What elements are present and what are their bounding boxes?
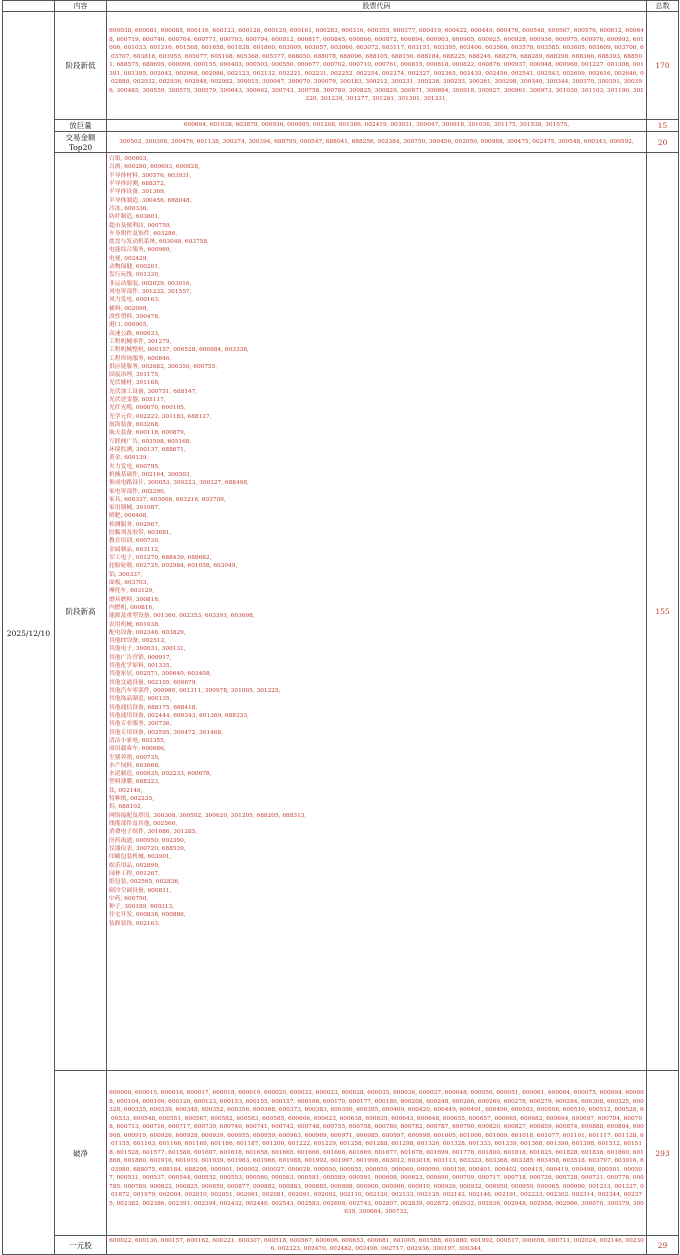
- industry-item: 冷冻, 600336,: [109, 205, 149, 212]
- row-label-pb-below-one: 破净: [55, 1071, 107, 1236]
- industry-item: 其他家居, 002571, 300640, 603408,: [109, 671, 212, 678]
- industry-item: 娱乐用品, 002899,: [109, 862, 160, 869]
- header-row: [3, 1, 679, 12]
- row-label-new-low: 阶段新低: [55, 12, 107, 120]
- total-volume-spike: 15: [647, 120, 679, 132]
- industry-item: 其他饰品制造, 600135,: [109, 696, 172, 703]
- industry-item: 清洁小家电, 603355,: [109, 737, 166, 744]
- industry-item: 其他专用设备, 002595, 300472, 301468,: [109, 729, 224, 736]
- industry-item: 半导体设备, 301369,: [109, 189, 166, 196]
- industry-item: 非运动服装, 002029, 003016,: [109, 280, 192, 287]
- row-one-yuan: [3, 1236, 679, 1255]
- row-label-one-yuan: 一元股: [55, 1236, 107, 1255]
- industry-item: 电视, 002429,: [109, 255, 149, 262]
- industry-item: 教育培训, 600730,: [109, 538, 160, 545]
- industry-item: 胶黏剂及胶带, 603681,: [109, 530, 172, 537]
- industry-item: 其他IT设备, 002512,: [109, 638, 167, 645]
- industry-item: 黄金, 600139,: [109, 455, 149, 462]
- industry-item: 光伏辅材, 301168,: [109, 380, 160, 387]
- industry-item: 生猪养殖, 000735,: [109, 754, 160, 761]
- row-label-turnover-top20: 交易金额Top20: [55, 132, 107, 153]
- industry-item: 集成电路设计, 300053, 300223, 300327, 688498,: [109, 480, 249, 487]
- date-cell: 2025/12/10: [3, 12, 55, 1255]
- industry-item: 光学元件, 002222, 301183, 688127,: [109, 413, 212, 420]
- industry-item: 环境监测, 300137, 688671,: [109, 446, 186, 453]
- row-label-new-high: 阶段新高: [55, 153, 107, 1071]
- industry-item: 家电零部件, 002290,: [109, 488, 166, 495]
- industry-item: 底盘与发动机系统, 603048, 603758,: [109, 239, 209, 246]
- industry-item: 动物保健, 600201,: [109, 264, 160, 271]
- industry-item: 特种纸, 002235,: [109, 796, 155, 803]
- total-pb-below-one: 293: [647, 1071, 679, 1236]
- header-codes: 股票代码: [107, 1, 647, 12]
- row-turnover-top20: [3, 132, 679, 153]
- industry-item: 医药流通, 000950, 002390,: [109, 837, 186, 844]
- industry-item: 农用机械, 601038,: [109, 621, 160, 628]
- industry-item: 消费电子组件, 301086, 301285,: [109, 829, 198, 836]
- industry-item: 白银, 000603,: [109, 156, 149, 162]
- industry-item: 其他化学原料, 001335,: [109, 663, 172, 670]
- industry-item: 电能综合服务, 600969,: [109, 247, 172, 254]
- industry-item: 供应链服务, 002682, 300350, 600755,: [109, 363, 218, 370]
- industry-item: 铝, 300337,: [109, 571, 143, 578]
- industry-item: 互联网广告, 603598, 605168,: [109, 438, 192, 445]
- industry-item: 网络接配及塔设, 300308, 300502, 300620, 301205, 688205, 688313,: [109, 812, 307, 819]
- industry-item: 检测服务, 002967,: [109, 521, 160, 528]
- industry-item: 钛, 002149,: [109, 787, 143, 794]
- industry-item: 其他电子, 300031, 300131,: [109, 646, 186, 653]
- codes-volume-spike: 600694, 601038, 603879, 000936, 000995, 001208, 001386, 002419, 003031, 300047, 300918, 301036, 301175, 301538, 301575,: [107, 120, 647, 132]
- industry-list: [109, 155, 644, 928]
- industry-item: 印刷包装机械, 603901,: [109, 854, 172, 861]
- total-one-yuan: 29: [647, 1236, 679, 1255]
- industry-item: 光纤光缆, 000070, 600105,: [109, 405, 186, 412]
- industry-item: 航海装备, 603268,: [109, 422, 160, 428]
- industry-item: 鲜肥, 000408,: [109, 513, 149, 520]
- row-label-volume-spike: 放巨量: [55, 120, 107, 132]
- industry-item: 工程机械零件, 301279,: [109, 338, 172, 345]
- industry-item: 住宅开发, 000838, 000886,: [109, 912, 186, 919]
- industry-item: 水产饲料, 603668,: [109, 762, 160, 769]
- row-new-low: [3, 12, 679, 120]
- header-total: 总数: [647, 1, 679, 12]
- industry-item: 园林工程, 001267,: [109, 870, 160, 877]
- industry-item: 风力发电, 600163,: [109, 297, 160, 304]
- industry-item: 白酒, 600280, 600693, 600828,: [109, 164, 200, 171]
- industry-item: 港口, 000905,: [109, 322, 149, 329]
- industry-item: 其他广告营销, 000917,: [109, 654, 172, 661]
- industry-item: 装修装饰, 002163,: [109, 920, 160, 927]
- industry-item: 机械基础件, 002164, 300503,: [109, 471, 192, 478]
- industry-item: 改性塑料, 300478,: [109, 313, 160, 320]
- industry-item: 其他通用设备, 002444, 600343, 601369, 688333,: [109, 712, 249, 719]
- codes-one-yuan: 600022, 600136, 600157, 600162, 600221, 600307, 600518, 600567, 600606, 600653, 600681, 601005, 601588, 601880, 601992, 000517, 000656, 000711, 002024, 002146, 002306, 002323, 002470, 002482, 002496, 002717, 002936, 300197, 300344,: [107, 1236, 647, 1255]
- codes-pb-below-one: 600000, 600015, 600016, 600017, 600018, 600019, 600020, 600022, 600023, 600028, 600035, 600036, 600037, 600048, 600050, 600051, 600061, 600064, 600075, 600094, 600098, 600104, 600109, 600120, 600123, 600153, 600155, 600157, 600168, 600170, 600177, 600180, 600208, 600248, 600266, 600269, 600278, 600279, 600284, 600308, 600325, 600328, 600335, 600339, 600348, 600352, 600356, 600368, 600373, 600383, 600390, 600395, 600409, 600420, 600449, 600491, 600496, 600502, 600508, 600510, 600512, 600528, 600533, 600548, 600551, 600567, 600582, 600583, 600585, 600606, 600623, 600638, 600639, 600643, 600648, 600655, 600657, 600665, 600682, 600694, 600697, 600704, 600708, 600713, 600716, 600717, 600739, 600740, 600741, 600742, 600748, 600755, 600758, 600780, 600782, 600787, 600790, 600820, 600827, 600859, 600874, 600888, 600894, 600908, 600919, 600926, 600928, 600939, 600955, 600959, 600963, 600969, 600971, 600985, 600997, 600998, 601005, 601006, 601009, 601018, 601077, 601101, 601117, 601128, 601155, 601163, 601166, 601169, 601186, 601187, 601200, 601222, 601229, 601258, 601288, 601298, 601326, 601328, 601333, 601339, 601368, 601390, 601398, 601512, 601518, 601528, 601577, 601588, 601607, 601618, 601658, 601665, 601666, 601668, 601669, 601677, 601678, 601699, 601778, 601800, 601818, 601825, 601828, 601838, 601860, 601868, 601880, 601916, 601919, 601939, 601963, 601966, 601988, 601992, 601997, 601998, 603012, 603018, 603113, 603323, 603368, 603385, 603458, 603518, 603797, 603916, 603980, 688075, 688184, 688298, 000001, 000002, 000027, 000028, 000050, 000055, 000059, 000069, 000090, 000156, 000401, 000402, 000415, 000419, 000498, 000501, 000507, 000531, 000537, 000544, 000552, 000553, 000560, 000563, 000581, 000589, 000591, 000608, 000623, 000690, 000709, 000717, 000718, 000726, 000728, 000731, 000778, 000785, 000789, 000822, 000825, 000850, 000877, 000882, 000883, 000885, 000898, 000900, 000906, 000910, 000926, 000932, 000950, 000959, 000965, 000990, 001213, 001227, 001872, 001979, 002004, 002010, 002051, 002061, 002081, 002091, 002092, 002110, 002120, 002133, 002135, 002142, 002146, 002191, 002233, 002302, 002314, 002344, 002375, 002382, 002386, 002391, 002394, 002432, 002440, 002543, 002583, 002608, 002743, 002807, 002839, 002872, 002932, 002936, 002948, 002958, 002966, 300070, 300379, 300639, 300664, 300732,: [107, 1071, 647, 1236]
- industry-item: 种子, 300189, 600313,: [109, 904, 175, 911]
- industry-item: 光伏逆变器, 605117,: [109, 397, 166, 404]
- industry-item: 其他专业服务, 300736,: [109, 721, 172, 728]
- industry-item: 商用载客车, 600686,: [109, 746, 166, 753]
- total-turnover-top20: 20: [647, 132, 679, 153]
- industry-item: 高速公路, 600033,: [109, 330, 160, 337]
- codes-turnover-top20: 300502, 300308, 300476, 601138, 300274, 300394, 688795, 000547, 688041, 688256, 002384, 300750, 300456, 002050, 000988, 300475, 002475, 300548, 600343, 000592,: [107, 132, 647, 153]
- industry-item: 光伏加工设备, 300751, 688147,: [109, 388, 198, 395]
- industry-item: 半导体封测, 688372,: [109, 180, 166, 187]
- industry-item: 半导体制造, 300456, 688048,: [109, 197, 192, 204]
- industry-item: 钨, 688102,: [109, 804, 143, 811]
- row-pb-below-one: [3, 1071, 679, 1236]
- total-new-high: 155: [647, 153, 679, 1071]
- industry-item: 其他汽车零部件, 000980, 001311, 300978, 301005, 301225,: [109, 688, 281, 694]
- industry-item: 中药, 600750,: [109, 895, 149, 902]
- industry-item: 磨具磨料, 300818,: [109, 596, 160, 603]
- industry-item: 军工电子, 001270, 688439, 688682,: [109, 555, 212, 561]
- industry-item: 仪器仪表, 300720, 688539,: [109, 845, 186, 852]
- industry-item: 超市及便利店, 000759,: [109, 222, 172, 229]
- industry-item: 面板, 603703,: [109, 579, 149, 586]
- industry-item: 辅料, 002098,: [109, 305, 149, 312]
- codes-new-high: [107, 153, 647, 1071]
- industry-item: 线缆部件及其他, 002560,: [109, 821, 178, 827]
- industry-item: 水泥制造, 000935, 002233, 600678,: [109, 771, 212, 778]
- industry-item: 工程咨询服务, 600846,: [109, 355, 172, 362]
- industry-item: 纺纤制造, 603601,: [109, 214, 160, 221]
- industry-item: 金属制品, 603112,: [109, 546, 160, 553]
- row-volume-spike: [3, 120, 679, 132]
- stock-screen-table: [2, 0, 679, 1255]
- industry-item: 摩托车, 603129,: [109, 588, 155, 595]
- header-content: 内容: [55, 1, 107, 12]
- industry-item: 半导体材料, 300576, 603931,: [109, 172, 192, 179]
- industry-item: 车身附件及饰件, 603286,: [109, 230, 178, 237]
- total-new-low: 170: [647, 12, 679, 120]
- industry-item: 其他通信设备, 688175, 688418,: [109, 704, 198, 711]
- industry-item: 航天装备, 600118, 600879,: [109, 430, 186, 437]
- industry-item: 轮胎轮毂, 002725, 002984, 601058, 603049,: [109, 563, 238, 570]
- industry-item: 内燃机, 000816,: [109, 604, 155, 611]
- industry-item: 其他交通设备, 002105, 600679,: [109, 679, 198, 686]
- industry-item: 配电设备, 002346, 603829,: [109, 629, 186, 636]
- row-new-high: [3, 153, 679, 1071]
- header-date: [3, 1, 55, 12]
- industry-item: 制冷空调设备, 600811,: [109, 887, 172, 894]
- industry-item: 火力发电, 600795,: [109, 463, 160, 470]
- codes-new-low: 600038, 600081, 600085, 600116, 600123, 600126, 600129, 600161, 600283, 600316, 600355, 600377, 600419, 600422, 600449, 600476, 600548, 600567, 600576, 600612, 600648, 600719, 600746, 600764, 600771, 600793, 600794, 600812, 600817, 600845, 600866, 600872, 600894, 600903, 600905, 600925, 600928, 600936, 600975, 600976, 600992, 601006, 601033, 601216, 601568, 601658, 601838, 601860, 603009, 603057, 603060, 603072, 603117, 603151, 603395, 603406, 603566, 603578, 603585, 603605, 603609, 603706, 603707, 603818, 603955, 605077, 605198, 605368, 605377, 688050, 688078, 688096, 688105, 688156, 688184, 688225, 688246, 688276, 688289, 688298, 688366, 688393, 688501, 688575, 688695, 000096, 000155, 000403, 000503, 000550, 000677, 000702, 000710, 000761, 000815, 000818, 000822, 000876, 000937, 000948, 000968, 001227, 001308, 001391, 001395, 002042, 002068, 002086, 002123, 002132, 002221, 002231, 002252, 002254, 002274, 002327, 002365, 002439, 002456, 002541, 002543, 002609, 002616, 002646, 002880, 002932, 002936, 002948, 002982, 300015, 300047, 300070, 300079, 300183, 300212, 300231, 300238, 300253, 300261, 300298, 300340, 300344, 300370, 300391, 300396, 300485, 300559, 300575, 300579, 300643, 300662, 300743, 300758, 300789, 300825, 300829, 300871, 300894, 300918, 300927, 300961, 300973, 301030, 301103, 301190, 301220, 301239, 301277, 301281, 301301, 301331,: [107, 12, 647, 120]
- industry-item: 固废治理, 301175,: [109, 372, 160, 379]
- industry-item: 发行玩线, 001330,: [109, 272, 160, 279]
- industry-item: 纸包装, 002565, 002836,: [109, 879, 180, 886]
- industry-item: 能源及重型设备, 001360, 002353, 603391, 603698,: [109, 613, 255, 620]
- industry-item: 工程机械整机, 000157, 000528, 600984, 603338,: [109, 347, 249, 354]
- industry-item: 家用器械, 301087,: [109, 505, 160, 512]
- industry-item: 风电零部件, 301232, 301557,: [109, 289, 192, 295]
- industry-item: 家具, 600337, 603008, 603216, 603709,: [109, 496, 226, 503]
- industry-item: 塑料薄膜, 688323,: [109, 779, 160, 786]
